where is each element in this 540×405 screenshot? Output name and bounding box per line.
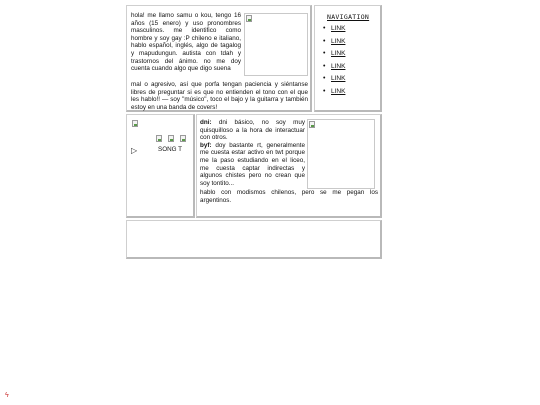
music-player-panel [126,114,195,218]
navigation-title: NAVIGATION [327,13,370,21]
bullet-icon: • [323,37,326,45]
intro-text-full [131,81,308,111]
navigation-panel [314,5,382,112]
profile-image [244,13,308,76]
bullet-icon: • [323,87,326,95]
dni-paragraph [200,119,305,142]
nav-link[interactable]: LINK [331,25,346,32]
song-title: SONG T [158,146,183,153]
nav-item [323,50,346,63]
bullet-icon: • [323,62,326,70]
navigation-list [323,25,346,100]
nav-link[interactable]: LINK [331,87,346,95]
play-button-icon[interactable] [168,135,174,142]
info-text-full [200,189,378,205]
info-panel [196,114,382,218]
favicon-icon: ϟ [5,392,9,399]
broken-image-icon [309,121,315,128]
nav-item [323,37,346,51]
broken-image-icon [132,120,138,127]
nav-link[interactable]: LINK [331,50,346,57]
play-icon[interactable]: ▷ [131,146,138,155]
info-text-float [200,119,305,189]
intro-paragraph-top: hola! me llamo samu o kou, tengo 16 años (15 enero) y uso pronombres masculinos. me identifico como hombre y soy gay :P chileno e italiano, hablo español, inglés, algo de tagalog y mapudungun. autista con tdah y trastornos del ánimo. no me doy cuenta cuando algo que digo suena [131,12,241,73]
dni-text: dni básico, no soy muy quisquilloso a la hora de interactuar con otros. [200,119,305,142]
nav-item [323,75,346,88]
intro-paragraph-bottom: mal o agresivo, así que porfa tengan paciencia y siéntanse libres de preguntar si es que no entienden el tono con el que les hablo!! — soy "músico", toco el bajo y la guitarra y también estoy en una banda de covers! [131,81,308,111]
footer-panel [126,220,382,259]
nav-link[interactable]: LINK [331,62,346,70]
bullet-icon: • [323,25,326,32]
info-paragraph-bottom: hablo con modismos chilenos, pero se me pegan los argentinos. [200,189,378,204]
byf-paragraph [200,142,305,188]
next-button-icon[interactable] [180,135,186,142]
intro-panel [126,5,312,112]
bullet-icon: • [323,75,326,82]
nav-item [323,25,346,38]
byf-label: byf: [200,141,212,149]
bullet-icon: • [323,50,326,57]
nav-item [323,87,346,101]
nav-link[interactable]: LINK [331,75,346,82]
dni-label: dni: [200,119,212,126]
intro-text-float [131,12,241,80]
nav-item [323,62,346,76]
nav-link[interactable]: LINK [331,37,346,45]
broken-image-icon [246,15,252,22]
info-image [307,119,375,189]
prev-button-icon[interactable] [156,135,162,142]
byf-text: doy bastante rt, generalmente me cuesta estar activo en twt porque me la paso estudiando en el liceo, me cuesta captar indirectas y algunos chistes pero no crean que soy tontito... [200,141,305,187]
